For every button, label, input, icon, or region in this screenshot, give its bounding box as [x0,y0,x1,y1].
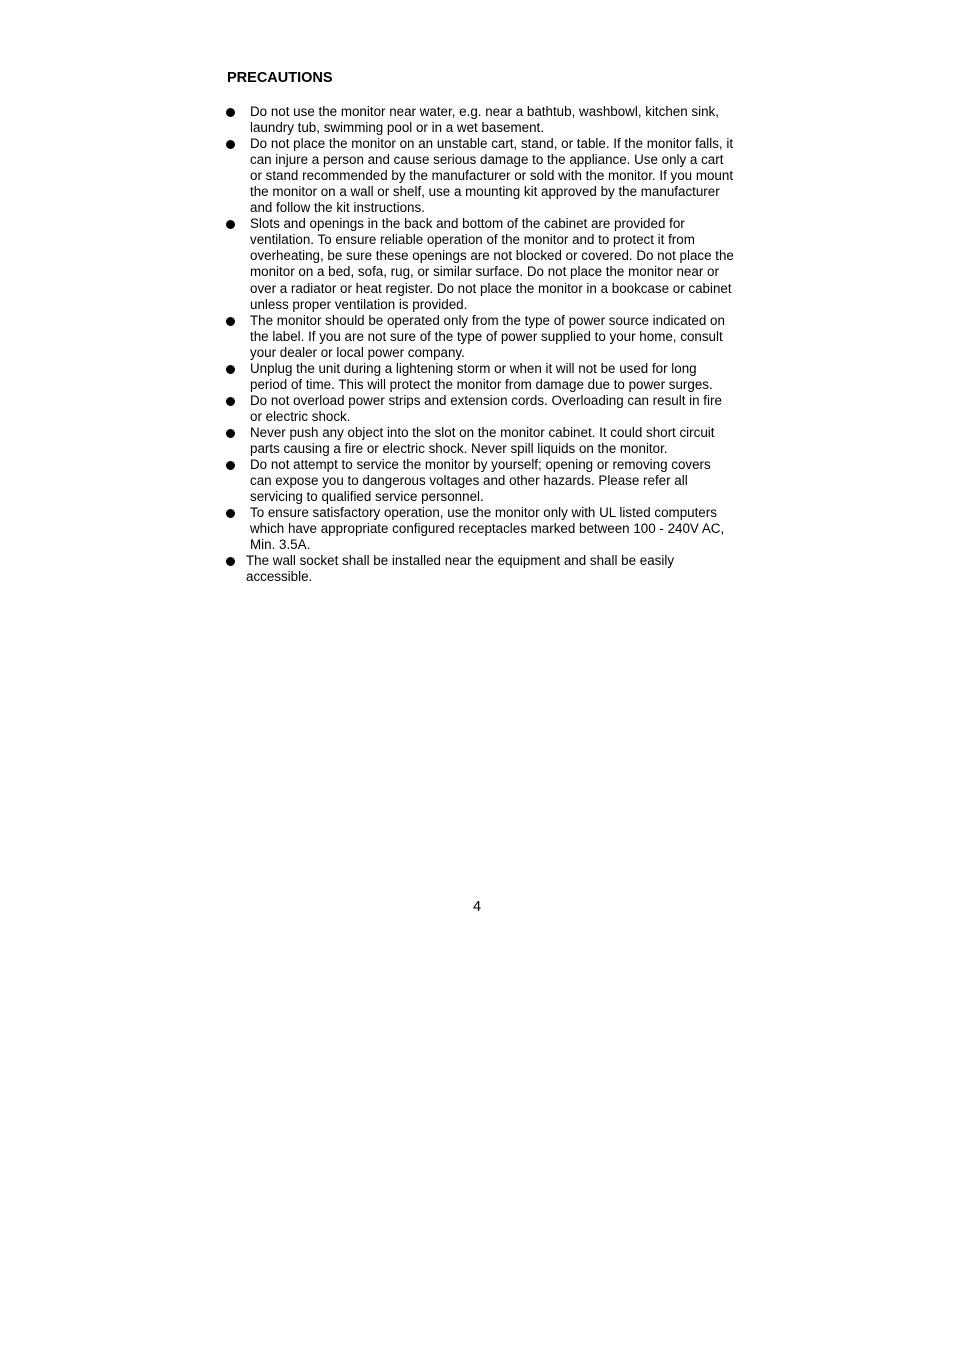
bullet-icon [226,220,235,229]
bullet-icon [226,397,235,406]
list-item-text: Do not overload power strips and extension cords. Overloading can result in fire or electric shock. [250,392,722,424]
list-item [225,361,735,393]
list-item [225,313,735,361]
bullet-icon [226,108,235,117]
page-title: PRECAUTIONS [227,70,333,86]
list-item [225,457,735,505]
list-item [225,136,735,216]
bullet-icon [226,461,235,470]
list-item-text: The monitor should be operated only from the type of power source indicated on the label. If you are not sure of the type of power supplied to your home, consult your dealer or local power company. [250,312,725,360]
list-item-text: To ensure satisfactory operation, use the monitor only with UL listed computers which have appropriate configured receptacles marked between 100 - 240V AC, Min. 3.5A. [250,505,725,553]
list-item [225,505,735,553]
list-item-text: Do not use the monitor near water, e.g. near a bathtub, washbowl, kitchen sink, laundry tub, swimming pool or in a wet basement. [250,104,719,136]
list-item-text: Do not attempt to service the monitor by yourself; opening or removing covers can expose you to dangerous voltages and other hazards. Please refer all servicing to qualified service personnel. [250,457,711,505]
list-item-text: Do not place the monitor on an unstable cart, stand, or table. If the monitor falls, it can injure a person and cause serious damage to the appliance. Use only a cart or stand recommended by the manufacturer or sold with the monitor. If you mount the monitor on a wall or shelf, use a mounting kit approved by the manufacturer and follow the kit instructions. [250,136,734,216]
list-item-text: The wall socket shall be installed near the equipment and shall be easily accessible. [246,553,675,585]
list-item [225,216,735,312]
list-item-text: Never push any object into the slot on the monitor cabinet. It could short circuit parts causing a fire or electric shock. Never spill liquids on the monitor. [250,424,715,456]
list-item [225,104,735,136]
bullet-icon [226,317,235,326]
list-item-text: Slots and openings in the back and bottom of the cabinet are provided for ventilation. To ensure reliable operation of the monitor and to protect it from overheating, be sure these openings are not blocked or covered. Do not place the monitor on a bed, sofa, rug, or similar surface. Do not place the monitor near or over a radiator or heat register. Do not place the monitor in a bookcase or cabinet unless proper ventilation is provided. [250,216,734,312]
list-item [225,393,735,425]
bullet-icon [226,140,235,149]
bullet-icon [226,429,235,438]
list-item [225,553,735,585]
bullet-icon [226,509,235,518]
page-number: 4 [472,899,482,915]
list-item-text: Unplug the unit during a lightening storm or when it will not be used for long period of time. This will protect the monitor from damage due to power surges. [250,360,713,392]
list-item [225,425,735,457]
precautions-list [225,104,735,585]
bullet-icon [226,557,235,566]
bullet-icon [226,365,235,374]
